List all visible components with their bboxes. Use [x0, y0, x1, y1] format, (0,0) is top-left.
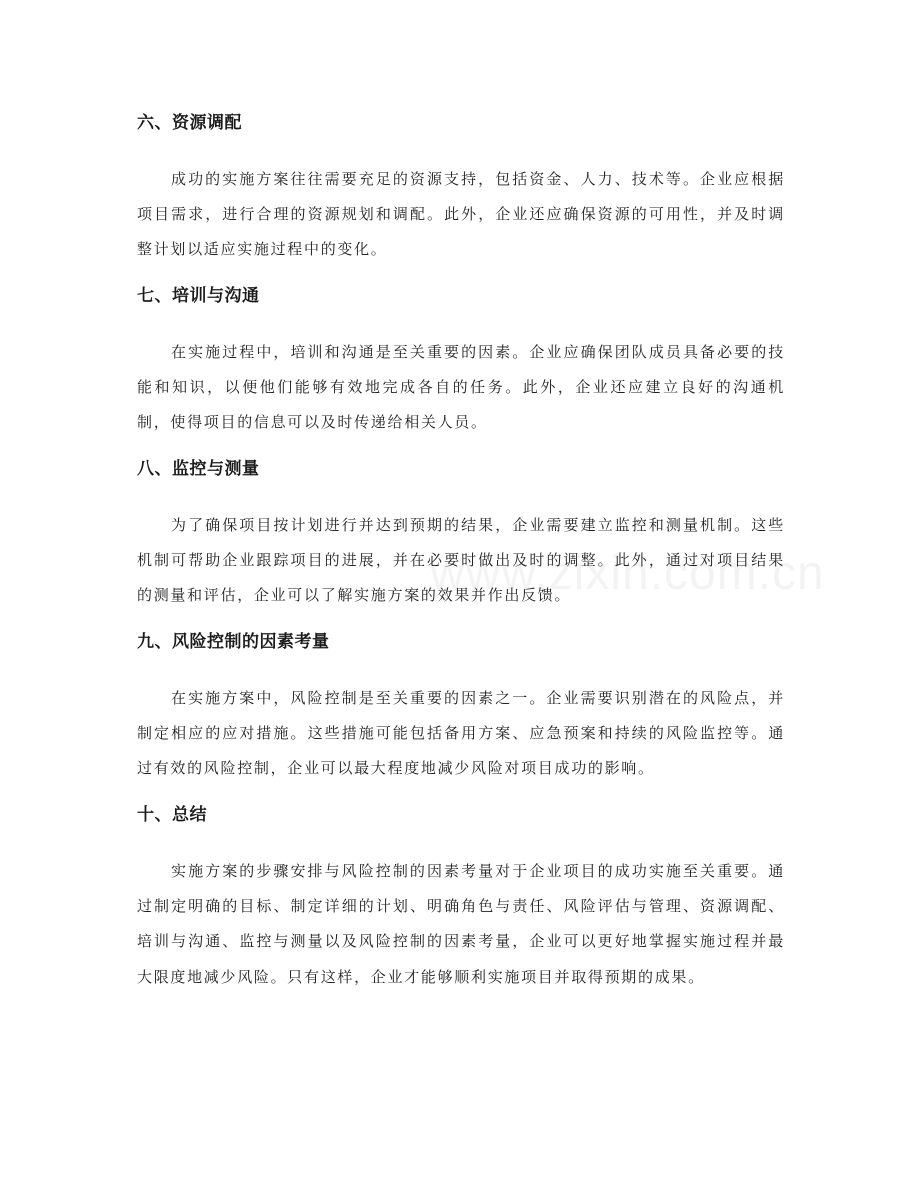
- section-resource-allocation: [137, 112, 785, 268]
- section-heading: 八、监控与测量: [137, 459, 260, 479]
- section-paragraph: 在实施过程中，培训和沟通是至关重要的因素。企业应确保团队成员具备必要的技能和知识，以便他们能够有效地完成各自的任务。此外，企业还应建立良好的沟通机制，使得项目的信息可以及时传递给相关人员。: [137, 343, 785, 432]
- section-heading: 十、总结: [137, 805, 207, 825]
- section-paragraph: 成功的实施方案往往需要充足的资源支持，包括资金、人力、技术等。企业应根据项目需求，进行合理的资源规划和调配。此外，企业还应确保资源的可用性，并及时调整计划以适应实施过程中的变化。: [137, 170, 785, 259]
- section-paragraph: 为了确保项目按计划进行并达到预期的结果，企业需要建立监控和测量机制。这些机制可帮助企业跟踪项目的进展，并在必要时做出及时的调整。此外，通过对项目结果的测量和评估，企业可以了解实施方案的效果并作出反馈。: [137, 516, 785, 605]
- section-heading: 七、培训与沟通: [137, 286, 260, 306]
- section-heading: 六、资源调配: [137, 113, 242, 133]
- section-risk-control: [137, 631, 785, 787]
- section-training-communication: [137, 285, 785, 441]
- section-summary: [137, 804, 785, 995]
- section-heading: 九、风险控制的因素考量: [137, 632, 330, 652]
- section-paragraph: 实施方案的步骤安排与风险控制的因素考量对于企业项目的成功实施至关重要。通过制定明确的目标、制定详细的计划、明确角色与责任、风险评估与管理、资源调配、培训与沟通、监控与测量以及风险控制的因素考量，企业可以更好地掌握实施过程并最大限度地减少风险。只有这样，企业才能够顺利实施项目并取得预期的成果。: [137, 862, 785, 986]
- section-monitoring-measurement: [137, 458, 785, 614]
- section-paragraph: 在实施方案中，风险控制是至关重要的因素之一。企业需要识别潜在的风险点，并制定相应的应对措施。这些措施可能包括备用方案、应急预案和持续的风险监控等。通过有效的风险控制，企业可以最大程度地减少风险对项目成功的影响。: [137, 689, 785, 778]
